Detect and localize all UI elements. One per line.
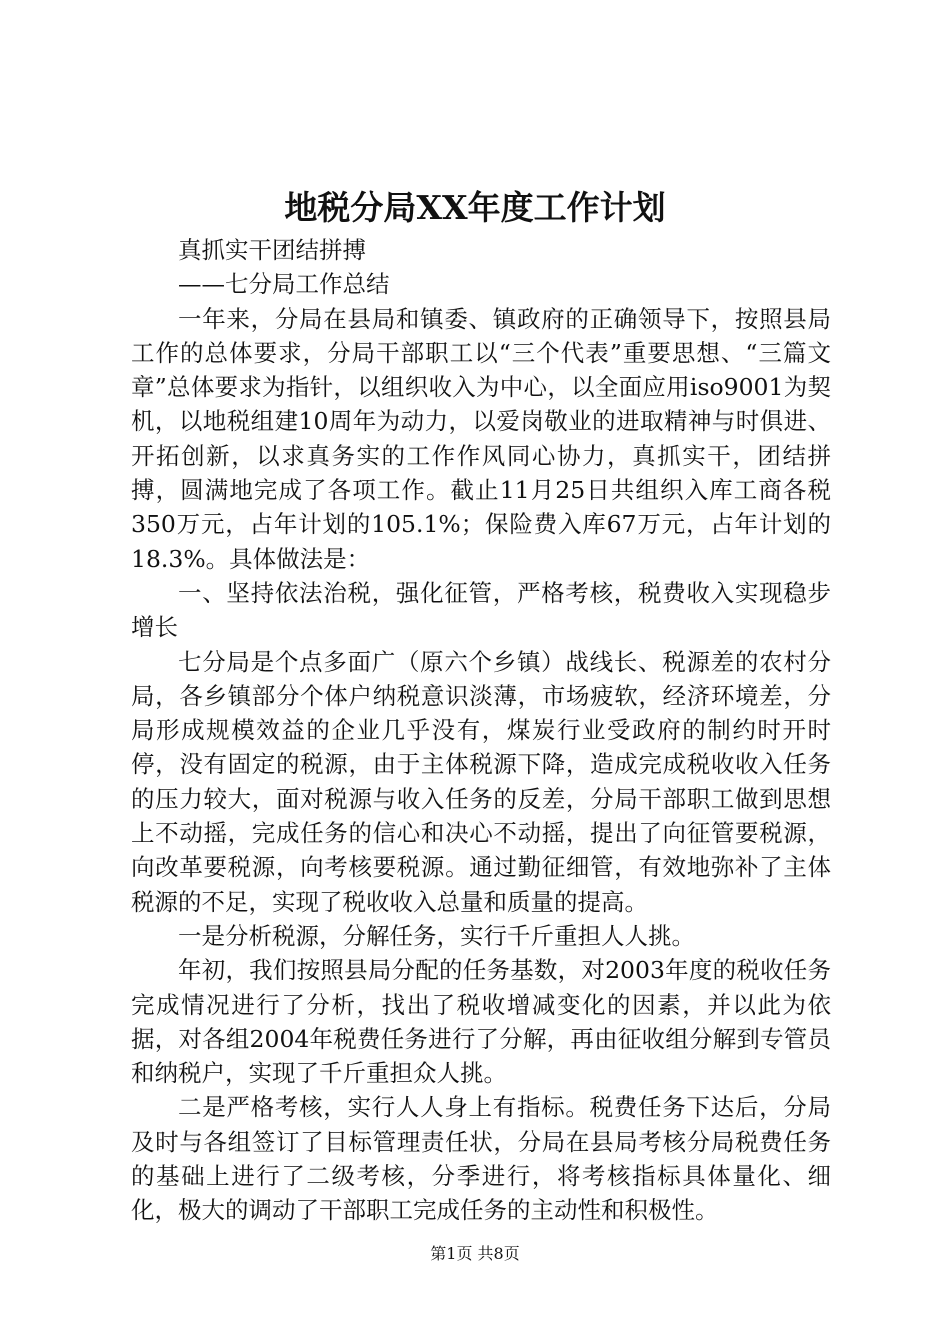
section-heading: 一、坚持依法治税，强化征管，严格考核，税费收入实现稳步增长 <box>131 578 831 642</box>
document-body <box>131 233 831 1228</box>
subtitle-dash-line: ——七分局工作总结 <box>178 270 390 299</box>
paragraph: 一是分析税源，分解任务，实行千斤重担人人挑。 <box>178 921 695 950</box>
document-title: 地税分局XX年度工作计划 <box>284 188 666 227</box>
paragraph: 二是严格考核，实行人人身上有指标。税费任务下达后，分局及时与各组签订了目标管理责任状，分局在县局考核分局税费任务的基础上进行了二级考核，分季进行，将考核指标具体量化、细化，极大的调动了干部职工完成任务的主动性和积极性。 <box>131 1093 831 1225</box>
paragraph: 一年来，分局在县局和镇委、镇政府的正确领导下，按照县局工作的总体要求，分局干部职工以“三个代表”重要思想、“三篇文章”总体要求为指针，以组织收入为中心，以全面应用iso9001为契机，以地税组建10周年为动力，以爱岗敬业的进取精神与时俱进、开拓创新，以求真务实的工作作风同心协力，真抓实干，团结拼搏，圆满地完成了各项工作。截止11月25日共组织入库工商各税350万元，占年计划的105.1%；保险费入库67万元，占年计划的18.3%。具体做法是： <box>131 304 831 573</box>
subtitle-line: 真抓实干团结拼搏 <box>178 236 366 264</box>
page-footer: 第1页 共8页 <box>430 1244 520 1263</box>
paragraph: 年初，我们按照县局分配的任务基数，对2003年度的税收任务完成情况进行了分析，找出了税收增减变化的因素，并以此为依据，对各组2004年税费任务进行了分解，再由征收组分解到专管员和纳税户，实现了千斤重担众人挑。 <box>131 956 831 1088</box>
paragraph: 七分局是个点多面广（原六个乡镇）战线长、税源差的农村分局，各乡镇部分个体户纳税意识淡薄，市场疲软，经济环境差，分局形成规模效益的企业几乎没有，煤炭行业受政府的制约时开时停，没有固定的税源，由于主体税源下降，造成完成税收收入任务的压力较大，面对税源与收入任务的反差，分局干部职工做到思想上不动摇，完成任务的信心和决心不动摇，提出了向征管要税源，向改革要税源，向考核要税源。通过勤征细管，有效地弥补了主体税源的不足，实现了税收收入总量和质量的提高。 <box>131 647 831 916</box>
